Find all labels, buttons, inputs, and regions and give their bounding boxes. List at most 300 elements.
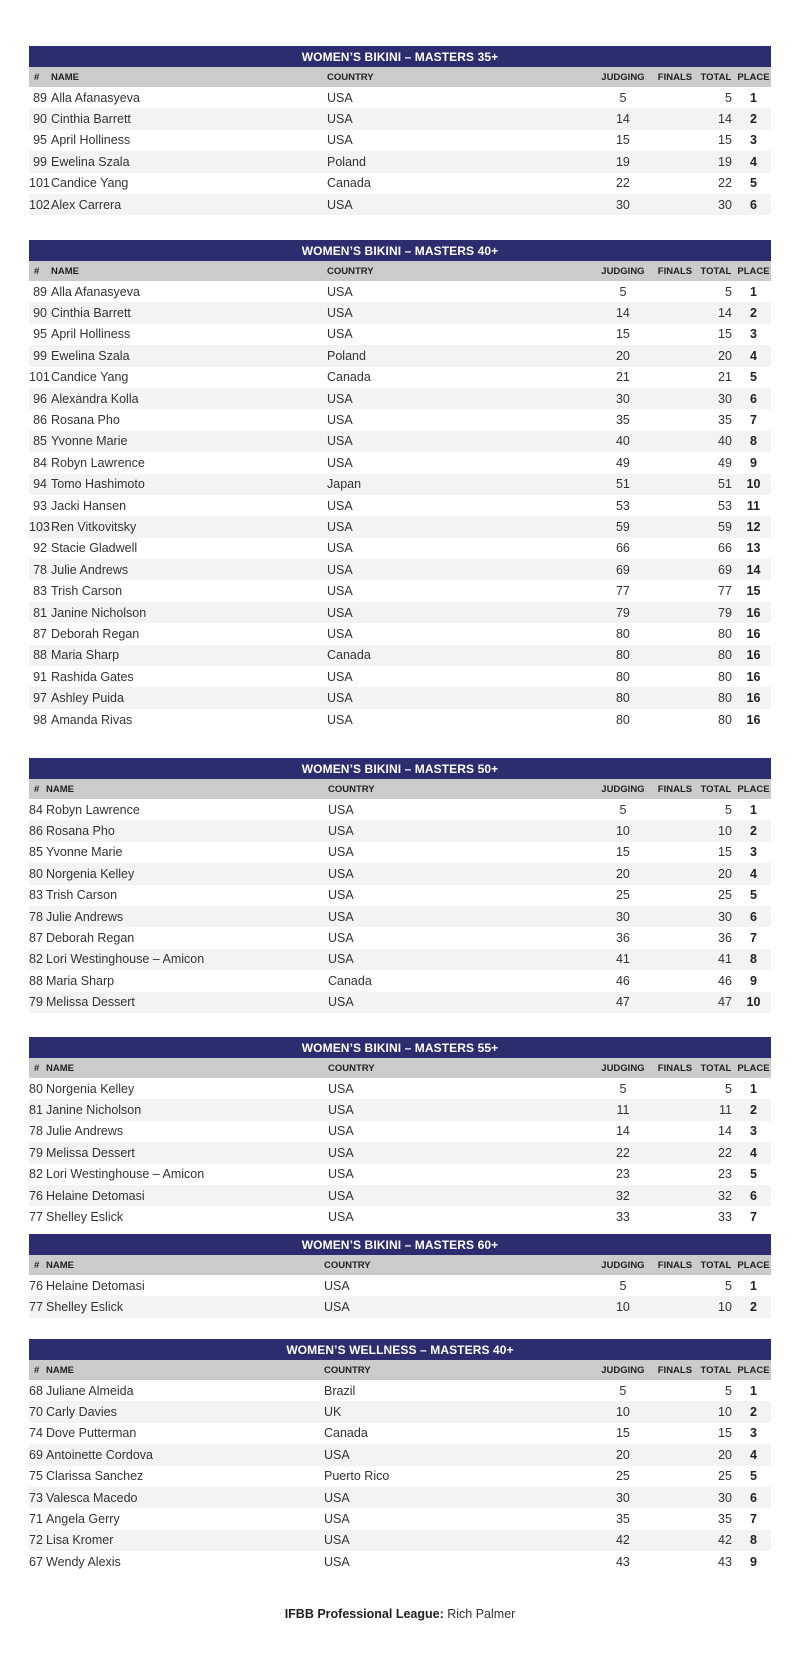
total-score: 10 bbox=[696, 820, 736, 841]
place: 8 bbox=[736, 949, 771, 970]
competitor-number: 82 bbox=[29, 949, 46, 970]
finals-score bbox=[654, 431, 696, 452]
competitor-name: Rosana Pho bbox=[46, 820, 328, 841]
competitor-country: USA bbox=[328, 845, 354, 860]
judging-score: 22 bbox=[615, 176, 630, 191]
table-row bbox=[29, 1508, 771, 1529]
competitor-name: Deborah Regan bbox=[46, 931, 135, 946]
finals-score bbox=[654, 1275, 696, 1296]
judging-score: 30 bbox=[592, 906, 654, 927]
finals-score bbox=[654, 452, 696, 473]
place: 4 bbox=[736, 1444, 771, 1465]
place: 10 bbox=[736, 474, 771, 495]
competitor-name: Norgenia Kelley bbox=[46, 1081, 135, 1096]
competitor-name: Ewelina Szala bbox=[51, 345, 327, 366]
table-row bbox=[29, 1530, 771, 1551]
judging-score: 59 bbox=[592, 516, 654, 537]
place: 13 bbox=[746, 541, 761, 556]
table-row bbox=[29, 1185, 771, 1206]
finals-score bbox=[654, 602, 696, 623]
competitor-number: 87 bbox=[33, 626, 47, 641]
competitor-name: Deborah Regan bbox=[51, 626, 140, 641]
competitor-name: Stacie Gladwell bbox=[51, 541, 138, 556]
finals-score bbox=[654, 820, 696, 841]
competitor-number: 86 bbox=[33, 413, 47, 428]
finals-score bbox=[654, 345, 696, 366]
finals-score bbox=[654, 645, 696, 666]
total-score: 19 bbox=[696, 151, 736, 172]
total-score: 35 bbox=[718, 413, 732, 428]
competitor-number: 75 bbox=[29, 1469, 43, 1484]
judging-score: 69 bbox=[592, 559, 654, 580]
total-score: 5 bbox=[724, 284, 732, 299]
judging-score: 51 bbox=[592, 474, 654, 495]
total-score: 80 bbox=[696, 645, 736, 666]
judging-score: 79 bbox=[592, 602, 654, 623]
finals-score bbox=[654, 302, 696, 323]
table-row bbox=[29, 1121, 771, 1142]
finals-score bbox=[654, 687, 696, 708]
table-row bbox=[29, 1099, 771, 1120]
competitor-name: Melissa Dessert bbox=[46, 992, 328, 1013]
place: 2 bbox=[736, 820, 771, 841]
competitor-name: Angela Gerry bbox=[46, 1512, 120, 1527]
competitor-country: USA bbox=[324, 1530, 592, 1551]
competitor-country: USA bbox=[324, 1444, 592, 1465]
judging-score: 80 bbox=[615, 669, 630, 684]
total-score: 41 bbox=[696, 949, 736, 970]
competitor-country: USA bbox=[324, 1296, 592, 1317]
competitor-country: USA bbox=[327, 431, 592, 452]
table-row bbox=[29, 1142, 771, 1163]
judging-score: 20 bbox=[592, 863, 654, 884]
place: 16 bbox=[736, 602, 771, 623]
total-score: 51 bbox=[696, 474, 736, 495]
total-score: 25 bbox=[718, 1469, 732, 1484]
competitor-number: 83 bbox=[29, 888, 43, 903]
total-score: 14 bbox=[696, 108, 736, 129]
finals-score bbox=[654, 906, 696, 927]
competitor-country: Canada bbox=[324, 1426, 368, 1441]
total-score: 80 bbox=[718, 669, 732, 684]
table-row bbox=[29, 927, 771, 948]
competitor-number: 78 bbox=[29, 1124, 43, 1139]
finals-score bbox=[654, 559, 696, 580]
header-place: PLACE bbox=[736, 261, 771, 281]
place: 3 bbox=[749, 1426, 757, 1441]
table-row bbox=[29, 1444, 771, 1465]
finals-score bbox=[654, 1185, 696, 1206]
competitor-number: 79 bbox=[29, 992, 46, 1013]
total-score: 10 bbox=[696, 1296, 736, 1317]
competitor-country: USA bbox=[328, 802, 354, 817]
header-name: NAME bbox=[46, 779, 328, 799]
competitor-country: USA bbox=[327, 108, 592, 129]
table-title: WOMEN’S BIKINI – MASTERS 35+ bbox=[29, 46, 771, 67]
table-row bbox=[29, 367, 771, 388]
competitor-name: Trish Carson bbox=[46, 888, 118, 903]
header-total: TOTAL bbox=[696, 67, 736, 87]
competitor-name: Ren Vitkovitsky bbox=[51, 516, 327, 537]
judging-score: 42 bbox=[592, 1530, 654, 1551]
competitor-name: Maria Sharp bbox=[46, 973, 115, 988]
finals-score bbox=[654, 1078, 696, 1099]
place: 9 bbox=[749, 455, 757, 470]
table-row bbox=[29, 1487, 771, 1508]
competitor-country: USA bbox=[327, 498, 353, 513]
finals-score bbox=[654, 1444, 696, 1465]
table-row bbox=[29, 431, 771, 452]
header-name: NAME bbox=[51, 67, 327, 87]
table-row bbox=[29, 1423, 771, 1444]
table-row bbox=[29, 1164, 771, 1185]
competitor-number: 76 bbox=[29, 1185, 46, 1206]
finals-score bbox=[654, 108, 696, 129]
competitor-name: Tomo Hashimoto bbox=[51, 474, 327, 495]
finals-score bbox=[654, 1401, 696, 1422]
competitor-number: 86 bbox=[29, 820, 46, 841]
table-row bbox=[29, 885, 771, 906]
judging-score: 30 bbox=[592, 194, 654, 215]
total-score: 15 bbox=[718, 327, 732, 342]
competitor-name: Dove Putterman bbox=[46, 1426, 137, 1441]
finals-score bbox=[654, 367, 696, 388]
judging-score: 25 bbox=[615, 1469, 630, 1484]
competitor-number: 76 bbox=[29, 1278, 43, 1293]
finals-score bbox=[654, 130, 696, 151]
total-score: 15 bbox=[718, 133, 732, 148]
table-row bbox=[29, 302, 771, 323]
total-score: 80 bbox=[696, 687, 736, 708]
judging-score: 5 bbox=[619, 284, 627, 299]
header-place: PLACE bbox=[736, 67, 771, 87]
total-score: 30 bbox=[696, 388, 736, 409]
finals-score bbox=[654, 885, 696, 906]
table-row bbox=[29, 1078, 771, 1099]
competitor-name: Julie Andrews bbox=[51, 559, 327, 580]
competitor-country: Poland bbox=[327, 151, 592, 172]
competitor-country: Canada bbox=[327, 370, 371, 385]
competitor-country: USA bbox=[328, 863, 592, 884]
competitor-name: Melissa Dessert bbox=[46, 1142, 328, 1163]
competitor-country: Canada bbox=[328, 973, 372, 988]
total-score: 15 bbox=[718, 845, 732, 860]
header-total: TOTAL bbox=[696, 1360, 736, 1380]
total-score: 22 bbox=[696, 1142, 736, 1163]
competitor-name: Alla Afanasyeva bbox=[51, 284, 140, 299]
finals-score bbox=[654, 580, 696, 601]
total-score: 5 bbox=[724, 90, 732, 105]
finals-score bbox=[654, 709, 696, 730]
table-row bbox=[29, 863, 771, 884]
competitor-name: Jacki Hansen bbox=[51, 498, 127, 513]
total-score: 80 bbox=[718, 712, 732, 727]
judging-score: 15 bbox=[615, 133, 630, 148]
judging-score: 43 bbox=[615, 1554, 630, 1569]
judging-score: 11 bbox=[592, 1099, 654, 1120]
judging-score: 21 bbox=[615, 370, 630, 385]
total-score: 40 bbox=[696, 431, 736, 452]
place: 4 bbox=[736, 151, 771, 172]
competitor-country: USA bbox=[327, 133, 353, 148]
header-judging: JUDGING bbox=[592, 67, 654, 87]
judging-score: 14 bbox=[615, 1124, 630, 1139]
judging-score: 5 bbox=[619, 802, 627, 817]
competitor-country: Canada bbox=[327, 645, 592, 666]
table-row bbox=[29, 623, 771, 644]
judging-score: 23 bbox=[615, 1167, 630, 1182]
place: 7 bbox=[749, 1210, 757, 1225]
competitor-number: 85 bbox=[29, 845, 43, 860]
total-score: 30 bbox=[696, 194, 736, 215]
competitor-number: 99 bbox=[29, 345, 51, 366]
table-row bbox=[29, 281, 771, 302]
finals-score bbox=[654, 863, 696, 884]
header-place: PLACE bbox=[736, 779, 771, 799]
place: 1 bbox=[749, 802, 757, 817]
competitor-number: 91 bbox=[33, 669, 47, 684]
table-row bbox=[29, 1466, 771, 1487]
table-row bbox=[29, 645, 771, 666]
competitor-name: Helaine Detomasi bbox=[46, 1185, 328, 1206]
finals-score bbox=[654, 1487, 696, 1508]
table-title: WOMEN’S BIKINI – MASTERS 50+ bbox=[29, 758, 771, 779]
place: 4 bbox=[736, 863, 771, 884]
competitor-name: Rosana Pho bbox=[51, 413, 120, 428]
header-name: NAME bbox=[51, 261, 327, 281]
competitor-country: Poland bbox=[327, 345, 592, 366]
judging-score: 49 bbox=[615, 455, 630, 470]
judging-score: 20 bbox=[592, 345, 654, 366]
competitor-name: Valesca Macedo bbox=[46, 1487, 324, 1508]
place: 16 bbox=[746, 626, 761, 641]
total-score: 21 bbox=[718, 370, 732, 385]
header-country: COUNTRY bbox=[327, 67, 592, 87]
table-row bbox=[29, 602, 771, 623]
table-row bbox=[29, 474, 771, 495]
competitor-country: USA bbox=[324, 1487, 592, 1508]
competitor-name: April Holliness bbox=[51, 133, 131, 148]
footer-label: IFBB Professional League: bbox=[284, 1607, 444, 1621]
competitor-name: Norgenia Kelley bbox=[46, 863, 328, 884]
competitor-country: Canada bbox=[327, 176, 371, 191]
table-title: WOMEN’S WELLNESS – MASTERS 40+ bbox=[29, 1339, 771, 1360]
table-row bbox=[29, 666, 771, 687]
finals-score bbox=[654, 1466, 696, 1487]
judging-score: 14 bbox=[592, 302, 654, 323]
finals-score bbox=[654, 1423, 696, 1444]
competitor-country: USA bbox=[327, 669, 353, 684]
competitor-number: 101 bbox=[29, 176, 50, 191]
header-name: NAME bbox=[46, 1058, 328, 1078]
competitor-number: 69 bbox=[29, 1444, 46, 1465]
competitor-country: USA bbox=[328, 1099, 592, 1120]
finals-score bbox=[654, 1508, 696, 1529]
header-total: TOTAL bbox=[696, 261, 736, 281]
finals-score bbox=[654, 1296, 696, 1317]
header-country: COUNTRY bbox=[324, 1255, 592, 1275]
competitor-name: Candice Yang bbox=[51, 370, 129, 385]
header-country: COUNTRY bbox=[328, 779, 592, 799]
competitor-country: USA bbox=[327, 602, 592, 623]
place: 7 bbox=[749, 1512, 757, 1527]
competitor-number: 73 bbox=[29, 1487, 46, 1508]
competitor-number: 84 bbox=[33, 455, 47, 470]
competitor-name: Julie Andrews bbox=[46, 906, 328, 927]
finals-score bbox=[654, 151, 696, 172]
total-score: 20 bbox=[696, 1444, 736, 1465]
header-total: TOTAL bbox=[696, 779, 736, 799]
total-score: 42 bbox=[696, 1530, 736, 1551]
place: 16 bbox=[746, 712, 761, 727]
header-total: TOTAL bbox=[696, 1255, 736, 1275]
table-row bbox=[29, 108, 771, 129]
competitor-name: Janine Nicholson bbox=[46, 1099, 328, 1120]
place: 2 bbox=[736, 302, 771, 323]
competitor-country: USA bbox=[327, 559, 592, 580]
competitor-number: 80 bbox=[29, 1081, 43, 1096]
finals-score bbox=[654, 281, 696, 302]
competitor-country: USA bbox=[328, 1210, 354, 1225]
place: 5 bbox=[749, 1167, 757, 1182]
competitor-name: Julie Andrews bbox=[46, 1124, 124, 1139]
total-score: 80 bbox=[718, 626, 732, 641]
header-name: NAME bbox=[46, 1255, 324, 1275]
competitor-country: USA bbox=[327, 413, 353, 428]
place: 15 bbox=[746, 584, 761, 599]
table-row bbox=[29, 1401, 771, 1422]
competitor-country: USA bbox=[328, 1081, 354, 1096]
finals-score bbox=[654, 1164, 696, 1185]
competitor-country: UK bbox=[324, 1401, 592, 1422]
competitor-number: 77 bbox=[29, 1210, 43, 1225]
table-row bbox=[29, 388, 771, 409]
judging-score: 35 bbox=[615, 413, 630, 428]
total-score: 59 bbox=[696, 516, 736, 537]
competitor-number: 94 bbox=[29, 474, 51, 495]
competitor-country: USA bbox=[328, 931, 354, 946]
competitor-number: 95 bbox=[33, 133, 47, 148]
finals-score bbox=[654, 992, 696, 1013]
table-row bbox=[29, 173, 771, 194]
competitor-country: USA bbox=[328, 1185, 592, 1206]
competitor-name: Amanda Rivas bbox=[51, 712, 133, 727]
table-title: WOMEN’S BIKINI – MASTERS 60+ bbox=[29, 1234, 771, 1255]
total-score: 43 bbox=[718, 1554, 732, 1569]
competitor-number: 95 bbox=[33, 327, 47, 342]
table-row bbox=[29, 1206, 771, 1227]
competitor-number: 74 bbox=[29, 1426, 43, 1441]
total-score: 33 bbox=[718, 1210, 732, 1225]
place: 9 bbox=[749, 973, 757, 988]
table-row bbox=[29, 1380, 771, 1401]
competitor-number: 90 bbox=[29, 108, 51, 129]
table-row bbox=[29, 516, 771, 537]
competitor-name: Shelley Eslick bbox=[46, 1296, 324, 1317]
finals-score bbox=[654, 1206, 696, 1227]
competitor-number: 93 bbox=[33, 498, 47, 513]
place: 4 bbox=[736, 345, 771, 366]
header-place: PLACE bbox=[736, 1360, 771, 1380]
place: 10 bbox=[736, 992, 771, 1013]
place: 6 bbox=[736, 1185, 771, 1206]
competitor-country: USA bbox=[327, 541, 353, 556]
table-row bbox=[29, 820, 771, 841]
competitor-number: 85 bbox=[29, 431, 51, 452]
table-row bbox=[29, 130, 771, 151]
total-score: 23 bbox=[718, 1167, 732, 1182]
finals-score bbox=[654, 194, 696, 215]
place: 5 bbox=[749, 176, 757, 191]
competitor-country: USA bbox=[327, 712, 353, 727]
competitor-name: Alex Carrera bbox=[51, 194, 327, 215]
total-score: 46 bbox=[718, 973, 732, 988]
finals-score bbox=[654, 538, 696, 559]
competitor-number: 77 bbox=[29, 1296, 46, 1317]
total-score: 77 bbox=[718, 584, 732, 599]
header-country: COUNTRY bbox=[327, 261, 592, 281]
competitor-number: 96 bbox=[29, 388, 51, 409]
competitor-country: USA bbox=[328, 820, 592, 841]
competitor-number: 72 bbox=[29, 1530, 46, 1551]
competitor-country: USA bbox=[324, 1554, 350, 1569]
header-number: # bbox=[29, 1058, 46, 1078]
competitor-number: 82 bbox=[29, 1167, 43, 1182]
competitor-country: Puerto Rico bbox=[324, 1469, 390, 1484]
table-row bbox=[29, 1296, 771, 1317]
competitor-country: Brazil bbox=[324, 1383, 356, 1398]
header-number: # bbox=[29, 261, 51, 281]
competitor-name: Robyn Lawrence bbox=[46, 802, 140, 817]
place: 6 bbox=[736, 194, 771, 215]
total-score: 53 bbox=[718, 498, 732, 513]
competitor-number: 102 bbox=[29, 194, 51, 215]
total-score: 14 bbox=[718, 1124, 732, 1139]
competitor-name: Yvonne Marie bbox=[51, 431, 327, 452]
competitor-number: 89 bbox=[33, 90, 47, 105]
competitor-number: 101 bbox=[29, 370, 50, 385]
total-score: 30 bbox=[696, 906, 736, 927]
header-place: PLACE bbox=[736, 1058, 771, 1078]
footer-name: Rich Palmer bbox=[447, 1607, 516, 1621]
header-name: NAME bbox=[46, 1360, 324, 1380]
competitor-name: Cinthia Barrett bbox=[51, 108, 327, 129]
table-row bbox=[29, 842, 771, 863]
results-table-2 bbox=[29, 240, 771, 730]
judging-score: 22 bbox=[592, 1142, 654, 1163]
results-table-3 bbox=[29, 758, 771, 1013]
finals-score bbox=[654, 409, 696, 430]
judging-score: 80 bbox=[615, 626, 630, 641]
total-score: 11 bbox=[696, 1099, 736, 1120]
place: 14 bbox=[736, 559, 771, 580]
competitor-number: 88 bbox=[29, 973, 43, 988]
place: 1 bbox=[749, 1081, 757, 1096]
header-finals: FINALS bbox=[654, 1058, 696, 1078]
judging-score: 35 bbox=[615, 1512, 630, 1527]
competitor-number: 90 bbox=[29, 302, 51, 323]
finals-score bbox=[654, 842, 696, 863]
place: 5 bbox=[749, 888, 757, 903]
table-row bbox=[29, 970, 771, 991]
competitor-name: Lori Westinghouse – Amicon bbox=[46, 949, 328, 970]
judging-score: 33 bbox=[615, 1210, 630, 1225]
header-finals: FINALS bbox=[654, 261, 696, 281]
table-row bbox=[29, 409, 771, 430]
table-title: WOMEN’S BIKINI – MASTERS 40+ bbox=[29, 240, 771, 261]
total-score: 36 bbox=[718, 931, 732, 946]
header-country: COUNTRY bbox=[324, 1360, 592, 1380]
